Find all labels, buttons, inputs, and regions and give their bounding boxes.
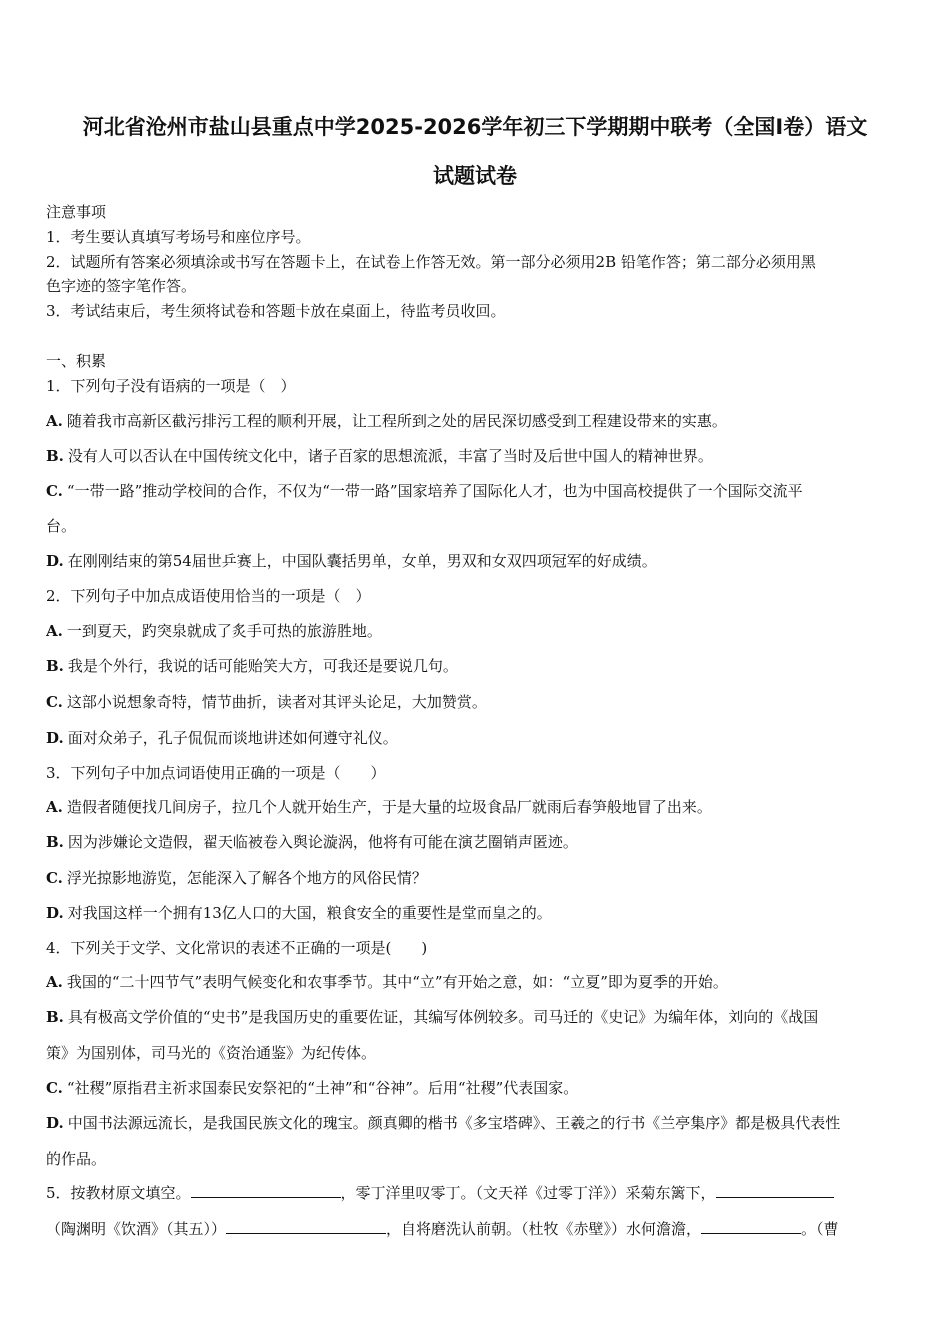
option-letter: A.	[46, 973, 63, 991]
option-text: 我国的“二十四节气”表明气候变化和农事季节。其中“立”有开始之意，如：“立夏”即为夏季的开始。	[66, 973, 728, 991]
question-4-option-b	[46, 1007, 908, 1027]
question-2-option-c	[46, 692, 908, 712]
question-5-line2	[46, 1219, 908, 1239]
option-letter: B.	[46, 833, 64, 851]
option-text: 没有人可以否认在中国传统文化中，诸子百家的思想流派，丰富了当时及后世中国人的精神世界。	[67, 447, 713, 465]
option-text: 面对众弟子，孔子侃侃而谈地讲述如何遵守礼仪。	[67, 729, 398, 747]
question-2-option-b	[46, 656, 908, 676]
question-2-option-a	[46, 621, 908, 641]
question-2-option-d	[46, 728, 908, 748]
option-text: 我是个外行，我说的话可能贻笑大方，可我还是要说几句。	[67, 657, 458, 675]
question-4-option-d	[46, 1113, 908, 1133]
answer-blank[interactable]	[191, 1183, 341, 1198]
notice-heading: 注意事项	[46, 203, 107, 221]
option-letter: C.	[46, 482, 63, 500]
option-letter: D.	[46, 1114, 64, 1132]
option-letter: B.	[46, 1008, 64, 1026]
question-5-line1	[46, 1183, 908, 1203]
question-4-stem: 4．下列关于文学、文化常识的表述不正确的一项是( )	[46, 939, 428, 957]
question-1-option-a	[46, 411, 908, 431]
question-4-option-c	[46, 1078, 908, 1098]
answer-blank[interactable]	[226, 1219, 386, 1234]
option-text: 中国书法源远流长，是我国民族文化的瑰宝。颜真卿的楷书《多宝塔碑》、王羲之的行书《兰亭集序》都是极具代表性	[67, 1114, 841, 1132]
answer-blank[interactable]	[716, 1183, 834, 1198]
exam-title-line1: 河北省沧州市盐山县重点中学2025-2026学年初三下学期期中联考（全国I卷）语文	[82, 115, 868, 139]
option-letter: D.	[46, 552, 64, 570]
option-letter: B.	[46, 447, 64, 465]
option-letter: A.	[46, 622, 63, 640]
option-letter: C.	[46, 693, 63, 711]
option-letter: D.	[46, 729, 64, 747]
question-2-stem: 2．下列句子中加点成语使用恰当的一项是（ ）	[46, 587, 371, 605]
question-3-stem: 3．下列句子中加点词语使用正确的一项是（ ）	[46, 764, 386, 782]
option-text: 一到夏天，趵突泉就成了炙手可热的旅游胜地。	[66, 622, 382, 640]
question-3-option-d	[46, 903, 908, 923]
option-text: “社稷”原指君主祈求国泰民安祭祀的“土神”和“谷神”。后用“社稷”代表国家。	[66, 1079, 579, 1097]
option-letter: B.	[46, 657, 64, 675]
question-1-option-c-cont: 台。	[46, 517, 77, 535]
option-text: “一带一路”推动学校间的合作，不仅为“一带一路”国家培养了国际化人才，也为中国高校提供了一个国际交流平	[66, 482, 803, 500]
option-text: 这部小说想象奇特，情节曲折，读者对其评头论足，大加赞赏。	[66, 693, 487, 711]
option-letter: D.	[46, 904, 64, 922]
option-letter: A.	[46, 412, 63, 430]
question-5-text: （陶渊明《饮酒》（其五））	[46, 1220, 227, 1238]
question-4-option-b-cont: 策》为国别体，司马光的《资治通鉴》为纪传体。	[46, 1044, 377, 1062]
question-1-stem: 1．下列句子没有语病的一项是（ ）	[46, 377, 296, 395]
question-1-option-c	[46, 481, 908, 501]
question-3-option-c	[46, 868, 908, 888]
question-4-option-a	[46, 972, 908, 992]
option-letter: C.	[46, 869, 63, 887]
option-text: 在刚刚结束的第54届世乒赛上，中国队囊括男单，女单，男双和女双四项冠军的好成绩。	[67, 552, 657, 570]
question-3-option-b	[46, 832, 908, 852]
notice-item: 1．考生要认真填写考场号和座位序号。	[46, 228, 311, 246]
notice-item: 2．试题所有答案必须填涂或书写在答题卡上，在试卷上作答无效。第一部分必须用2B 铅笔作答；第二部分必须用黑	[46, 253, 816, 271]
question-5-text: 5．按教材原文填空。	[46, 1184, 191, 1202]
notice-item: 3．考试结束后，考生须将试卷和答题卡放在桌面上，待监考员收回。	[46, 302, 506, 320]
option-letter: A.	[46, 798, 63, 816]
question-3-option-a	[46, 797, 908, 817]
option-text: 对我国这样一个拥有13亿人口的大国，粮食安全的重要性是堂而皇之的。	[67, 904, 552, 922]
option-text: 具有极高文学价值的“史书”是我国历史的重要佐证，其编写体例较多。司马迁的《史记》为编年体，刘向的《战国	[67, 1008, 819, 1026]
exam-title-line2: 试题试卷	[433, 164, 517, 188]
option-text: 浮光掠影地游览，怎能深入了解各个地方的风俗民情？	[66, 869, 427, 887]
question-5-text: ，零丁洋里叹零丁。（文天祥《过零丁洋》）采菊东篱下，	[340, 1184, 716, 1202]
option-text: 造假者随便找几间房子，拉几个人就开始生产，于是大量的垃圾食品厂就雨后春笋般地冒了出来。	[66, 798, 712, 816]
option-text: 因为涉嫌论文造假，翟天临被卷入舆论漩涡，他将有可能在演艺圈销声匿迹。	[67, 833, 578, 851]
answer-blank[interactable]	[701, 1219, 801, 1234]
notice-item: 色字迹的签字笔作答。	[46, 277, 197, 295]
question-1-option-b	[46, 446, 908, 466]
section-heading: 一、积累	[46, 352, 107, 370]
question-5-text: ，自将磨洗认前朝。（杜牧《赤壁》）水何澹澹，	[386, 1220, 702, 1238]
question-5-text: 。（曹	[801, 1220, 839, 1238]
question-1-option-d	[46, 551, 908, 571]
option-text: 随着我市高新区截污排污工程的顺利开展，让工程所到之处的居民深切感受到工程建设带来的实惠。	[66, 412, 727, 430]
option-letter: C.	[46, 1079, 63, 1097]
question-4-option-d-cont: 的作品。	[46, 1150, 107, 1168]
